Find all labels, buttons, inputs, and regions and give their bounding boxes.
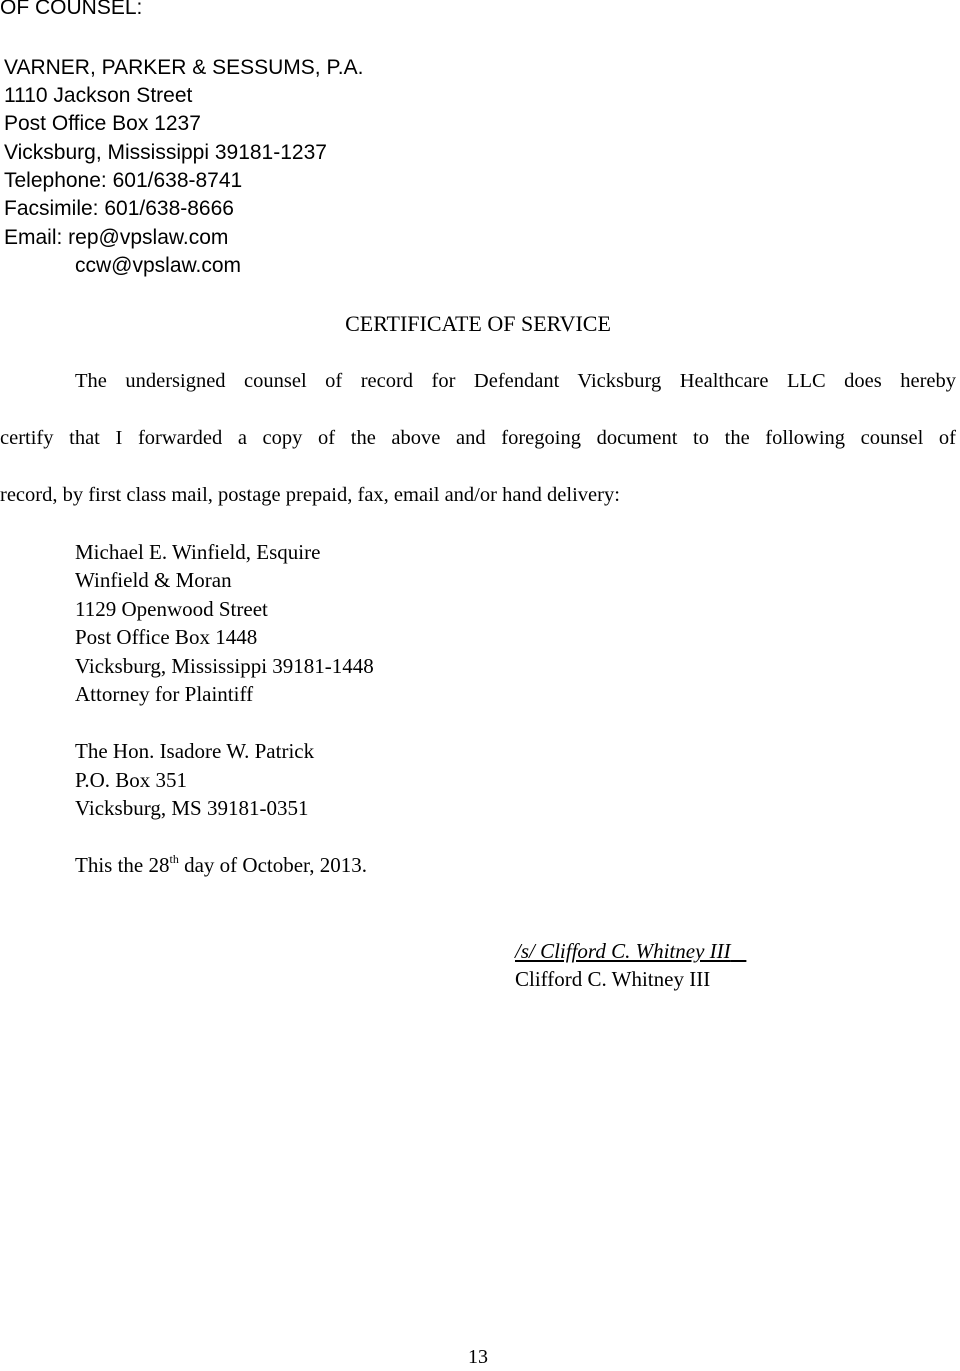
certificate-title: CERTIFICATE OF SERVICE bbox=[345, 311, 611, 336]
recipient-1-line-3: 1129 Openwood Street bbox=[75, 597, 268, 621]
date-line bbox=[75, 851, 367, 879]
certificate-body-line-1: The undersigned counsel of record for Defendant Vicksburg Healthcare LLC does hereby bbox=[75, 370, 956, 392]
electronic-signature bbox=[515, 937, 746, 965]
recipient-2-line-1: The Hon. Isadore W. Patrick bbox=[75, 739, 315, 763]
recipient-1-line-2: Winfield & Moran bbox=[75, 568, 232, 592]
firm-name: VARNER, PARKER & SESSUMS, P.A. bbox=[4, 56, 364, 79]
signature-text: /s/ Clifford C. Whitney III bbox=[515, 939, 731, 963]
certificate-body-line-3: record, by first class mail, postage prepaid, fax, email and/or hand delivery: bbox=[0, 484, 620, 506]
firm-city-state-zip: Vicksburg, Mississippi 39181-1237 bbox=[4, 141, 327, 164]
recipient-1-line-1: Michael E. Winfield, Esquire bbox=[75, 540, 321, 564]
firm-address-line-2: Post Office Box 1237 bbox=[4, 112, 201, 135]
firm-email-2: ccw@vpslaw.com bbox=[75, 254, 242, 277]
firm-telephone: Telephone: 601/638-8741 bbox=[4, 169, 243, 192]
signature-underline-tail bbox=[731, 939, 747, 963]
recipient-1-line-5: Vicksburg, Mississippi 39181-1448 bbox=[75, 654, 374, 678]
firm-email-1: Email: rep@vpslaw.com bbox=[4, 226, 229, 249]
date-prefix: This the 28 bbox=[75, 853, 170, 877]
of-counsel-heading: OF COUNSEL: bbox=[0, 0, 143, 19]
firm-facsimile: Facsimile: 601/638-8666 bbox=[4, 197, 234, 220]
firm-address-line-1: 1110 Jackson Street bbox=[4, 84, 193, 107]
date-suffix: day of October, 2013. bbox=[178, 853, 367, 877]
recipient-1-line-6: Attorney for Plaintiff bbox=[75, 682, 254, 706]
recipient-1-line-4: Post Office Box 1448 bbox=[75, 625, 258, 649]
certificate-body-line-2: certify that I forwarded a copy of the above and foregoing document to the following counsel of bbox=[0, 427, 956, 449]
recipient-2-line-2: P.O. Box 351 bbox=[75, 768, 188, 792]
signer-name: Clifford C. Whitney III bbox=[515, 967, 711, 991]
date-ordinal-suffix: th bbox=[169, 852, 179, 866]
page-number: 13 bbox=[468, 1346, 488, 1368]
recipient-2-line-3: Vicksburg, MS 39181-0351 bbox=[75, 796, 309, 820]
